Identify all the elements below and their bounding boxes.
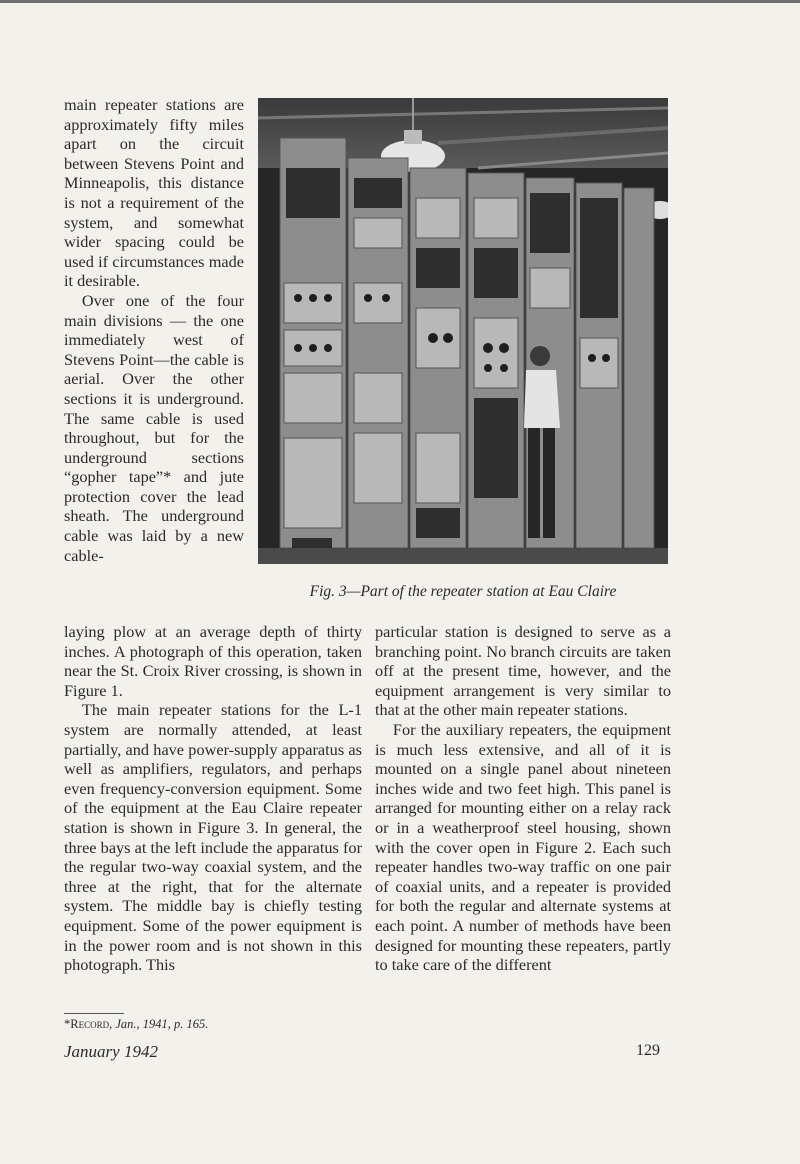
footnote-citation: , Jan., 1941, p. 165. <box>109 1017 209 1031</box>
left-text-column <box>64 622 362 975</box>
figure-caption: Fig. 3—Part of the repeater station at Eau Claire <box>309 583 617 600</box>
paragraph: For the auxiliary repeaters, the equipment is much less extensive, and all of it is mounted on a single panel about nineteen inches wide and two feet high. This panel is arranged for mounting either on a relay rack or in a weatherproof steel housing, shown with the cover open in Figure 2. Each such repeater handles two-way traffic on one pair of coaxial units, and a repeater is provided for both the regular and alternate systems at each point. A number of methods have been designed for mounting these repeaters, partly to take care of the different <box>375 719 671 975</box>
footnote <box>64 1017 362 1032</box>
footnote-rule <box>64 1013 124 1014</box>
paragraph: Over one of the four main divisions — the one immediately west of Stevens Point—the cable is aerial. Over the other sections it is underground. The same cable is used throughout, but for the underground sections “gopher tape”* and jute protection cover the lead sheath. The underground cable was laid by a new cable- <box>64 290 244 565</box>
footnote-marker: * <box>64 1017 71 1031</box>
paragraph: particular station is designed to serve as a branching point. No branch circuits are taken off at the present time, however, and the equipment arrangement is very similar to that at the other main repeater stations. <box>375 622 671 720</box>
repeater-station-photo <box>258 98 668 564</box>
footnote-source: Record <box>70 1017 110 1031</box>
right-text-column <box>375 622 671 975</box>
photo-illustration <box>258 98 668 564</box>
page-number: 129 <box>636 1042 660 1059</box>
top-border <box>0 0 800 3</box>
paragraph: laying plow at an average depth of thirty inches. A photograph of this operation, taken near the St. Croix River crossing, is shown in Figure 1. <box>64 622 362 700</box>
issue-date: January 1942 <box>64 1042 158 1061</box>
paragraph: The main repeater stations for the L-1 system are normally attended, at least partially, and have power-supply apparatus as well as amplifiers, regulators, and perhaps even frequency-conversion equipment. Some of the equipment at the Eau Claire repeater station is shown in Figure 3. In general, the three bays at the left include the apparatus for the regular two-way coaxial system, and the three at the right, that for the alternate system. The middle bay is chiefly testing equipment. Some of the power equipment is in the power room and is not shown in this photograph. This <box>64 700 362 975</box>
paragraph: main repeater stations are approximately fifty miles apart on the circuit between Stevens Point and Minneapolis, this distance is not a requirement of the system, and somewhat wider spacing could be used if circumstances made it desirable. <box>64 95 244 291</box>
narrow-text-column <box>64 95 244 565</box>
